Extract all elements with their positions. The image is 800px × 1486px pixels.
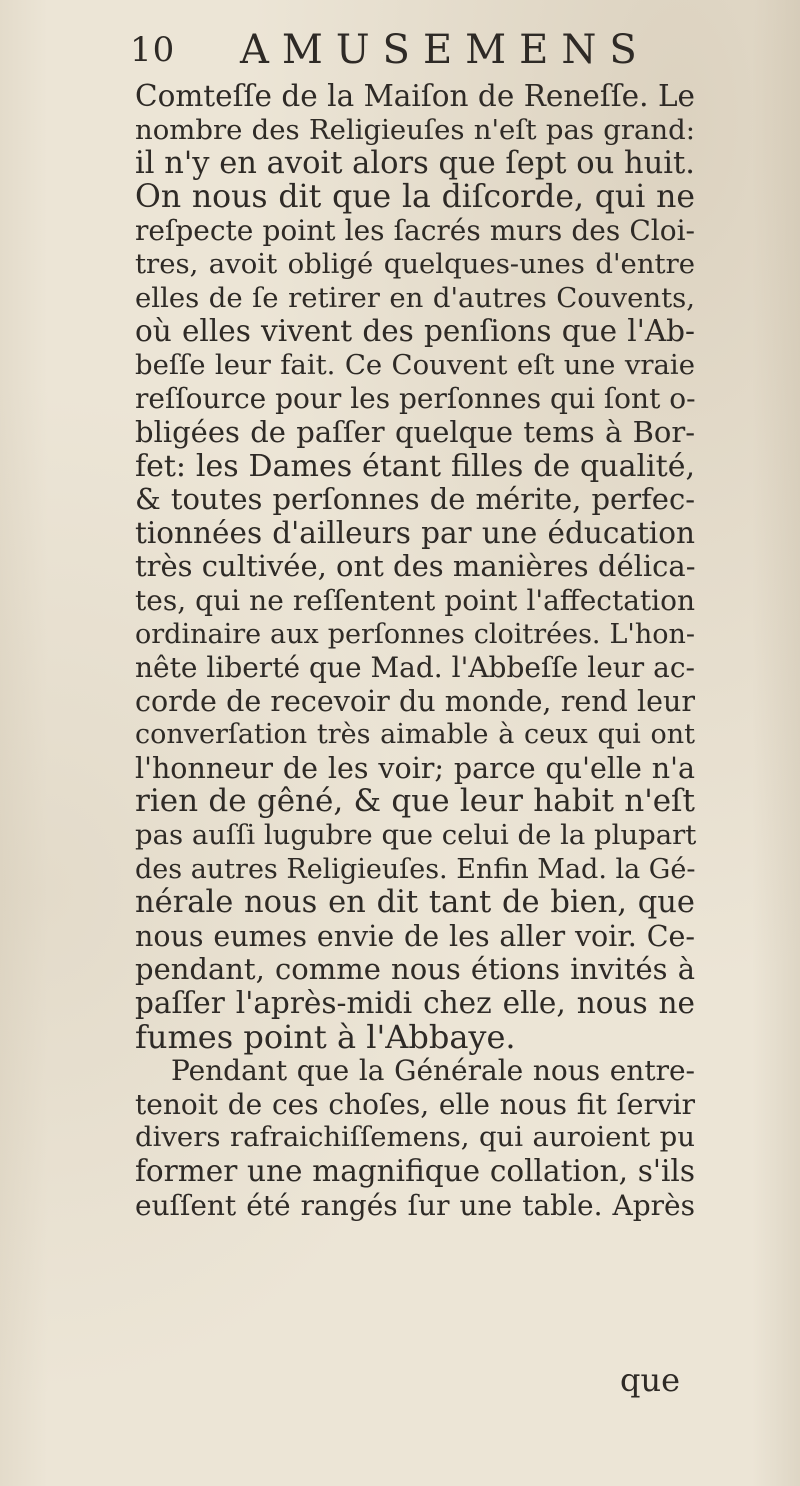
text-line: ordinaire aux perſonnes cloitrées. L'hon- (135, 618, 695, 650)
text-line: où elles vivent des penſions que l'Ab- (135, 314, 695, 349)
text-line: fumes point à l'Abbaye. (135, 1017, 516, 1056)
text-line: converſation très aimable à ceux qui ont (135, 719, 695, 751)
text-line: bligées de paſſer quelque tems à Bor- (135, 414, 695, 449)
text-line: des autres Religieuſes. Enfin Mad. la Gé- (135, 853, 696, 885)
running-head: AMUSEMENS (240, 27, 650, 73)
text-line: On nous dit que la diſcorde, qui ne (135, 178, 695, 215)
text-line: nête liberté que Mad. l'Abbeſſe leur ac- (135, 651, 695, 685)
text-line: tres, avoit obligé quelques-unes d'entre (135, 247, 695, 280)
text-line: rien de gêné, & que leur habit n'eſt (135, 783, 695, 820)
text-line: nous eumes envie de les aller voir. Ce- (135, 919, 695, 953)
text-line: pendant, comme nous étions invités à (135, 952, 695, 987)
text-line: paſſer l'après-midi chez elle, nous ne (135, 986, 695, 1021)
text-line: nombre des Religieuſes n'eſt pas grand: (135, 113, 695, 146)
text-line: reſpecte point les ſacrés murs des Cloi- (135, 214, 695, 248)
page-number: 10 (130, 30, 176, 70)
text-line: elles de ſe retirer en d'autres Couvents, (135, 281, 695, 314)
text-line: pas auſſi lugubre que celui de la plupart (135, 819, 697, 852)
text-line: corde de recevoir du monde, rend leur (135, 684, 695, 718)
text-line: reſſource pour les perſonnes qui ſont o- (135, 382, 696, 416)
text-line: beſſe leur fait. Ce Couvent eſt une vraie (135, 348, 695, 381)
page-header (130, 27, 690, 73)
text-line: Comteſſe de la Maiſon de Reneſſe. Le (135, 79, 695, 113)
text-line: tes, qui ne reſſentent point l'affectation (135, 583, 695, 617)
text-line: & toutes perſonnes de mérite, perfec- (135, 482, 695, 517)
text-line: fet: les Dames étant filles de qualité, (135, 448, 695, 484)
text-line: nérale nous en dit tant de bien, que (135, 885, 695, 921)
catchword: que (620, 1361, 681, 1399)
text-line: euſſent été rangés ſur une table. Après (135, 1188, 695, 1222)
text-line: très cultivée, ont des manières délica- (135, 549, 696, 584)
text-line: l'honneur de les voir; parce qu'elle n'a (135, 751, 695, 785)
text-line: former une magnifique collation, s'ils (135, 1154, 695, 1188)
text-line: tionnées d'ailleurs par une éducation (135, 515, 695, 550)
text-line-paragraph-start: Pendant que la Générale nous entre- (171, 1054, 695, 1088)
text-line: il n'y en avoit alors que ſept ou huit. (135, 146, 695, 182)
text-line: divers rafraichiſſemens, qui auroient pu (135, 1121, 695, 1154)
body-text (135, 80, 695, 1222)
text-line: tenoit de ces choſes, elle nous fit ſervir (135, 1087, 695, 1121)
